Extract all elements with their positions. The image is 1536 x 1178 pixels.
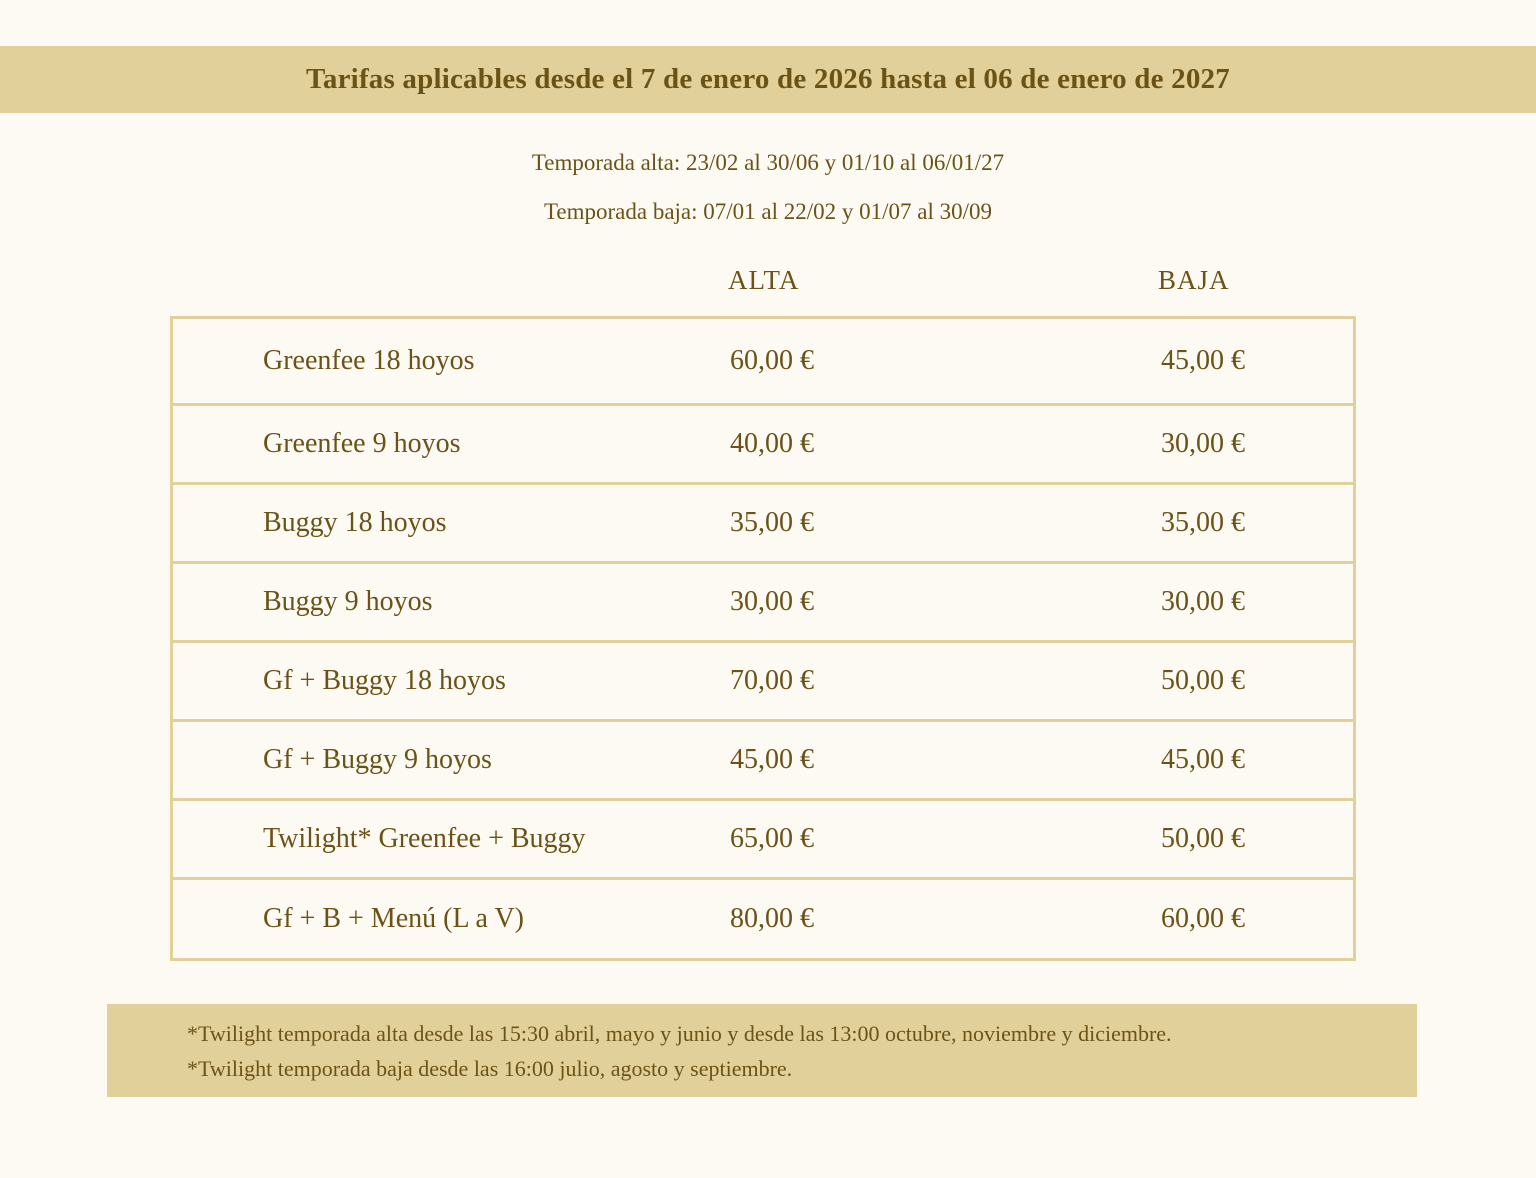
table-row bbox=[173, 564, 1353, 643]
page-title: Tarifas aplicables desde el 7 de enero de 2026 hasta el 06 de enero de 2027 bbox=[306, 63, 1230, 95]
rate-name: Gf + Buggy 18 hoyos bbox=[263, 665, 506, 696]
rate-alta-price: 65,00 € bbox=[730, 823, 814, 854]
table-row bbox=[173, 406, 1353, 485]
rate-alta-price: 60,00 € bbox=[730, 345, 814, 376]
twilight-notes bbox=[107, 1004, 1417, 1097]
table-row bbox=[173, 643, 1353, 722]
column-header-alta: ALTA bbox=[728, 265, 800, 295]
rate-alta-price: 35,00 € bbox=[730, 507, 814, 538]
title-band bbox=[0, 46, 1536, 113]
rate-alta-price: 30,00 € bbox=[730, 586, 814, 617]
table-row bbox=[173, 319, 1353, 406]
rate-name: Buggy 18 hoyos bbox=[263, 507, 447, 538]
rate-alta-price: 70,00 € bbox=[730, 665, 814, 696]
rate-baja-price: 45,00 € bbox=[1161, 345, 1245, 376]
season-alta-text: Temporada alta: 23/02 al 30/06 y 01/10 al 06/01/27 bbox=[531, 150, 1005, 175]
rate-baja-price: 45,00 € bbox=[1161, 744, 1245, 775]
rate-baja-price: 50,00 € bbox=[1161, 665, 1245, 696]
rate-baja-price: 50,00 € bbox=[1161, 823, 1245, 854]
rate-name: Twilight* Greenfee + Buggy bbox=[263, 823, 586, 854]
season-baja-text: Temporada baja: 07/01 al 22/02 y 01/07 al 30/09 bbox=[543, 199, 993, 224]
rate-name: Greenfee 9 hoyos bbox=[263, 428, 461, 459]
table-row bbox=[173, 880, 1353, 958]
table-row bbox=[173, 485, 1353, 564]
table-row bbox=[173, 801, 1353, 880]
rate-name: Buggy 9 hoyos bbox=[263, 586, 433, 617]
table-row bbox=[173, 722, 1353, 801]
rate-baja-price: 30,00 € bbox=[1161, 586, 1245, 617]
rate-baja-price: 35,00 € bbox=[1161, 507, 1245, 538]
rate-alta-price: 40,00 € bbox=[730, 428, 814, 459]
rate-alta-price: 80,00 € bbox=[730, 903, 814, 934]
rate-baja-price: 60,00 € bbox=[1161, 903, 1245, 934]
rate-alta-price: 45,00 € bbox=[730, 744, 814, 775]
rate-baja-price: 30,00 € bbox=[1161, 428, 1245, 459]
twilight-note-alta: *Twilight temporada alta desde las 15:30 abril, mayo y junio y desde las 13:00 octubre, noviembre y diciembre. bbox=[187, 1021, 1172, 1046]
rate-name: Greenfee 18 hoyos bbox=[263, 345, 475, 376]
column-header-baja: BAJA bbox=[1158, 265, 1230, 295]
price-table bbox=[170, 316, 1356, 961]
rate-name: Gf + B + Menú (L a V) bbox=[263, 903, 524, 934]
rate-name: Gf + Buggy 9 hoyos bbox=[263, 744, 492, 775]
twilight-note-baja: *Twilight temporada baja desde las 16:00 julio, agosto y septiembre. bbox=[187, 1056, 793, 1081]
